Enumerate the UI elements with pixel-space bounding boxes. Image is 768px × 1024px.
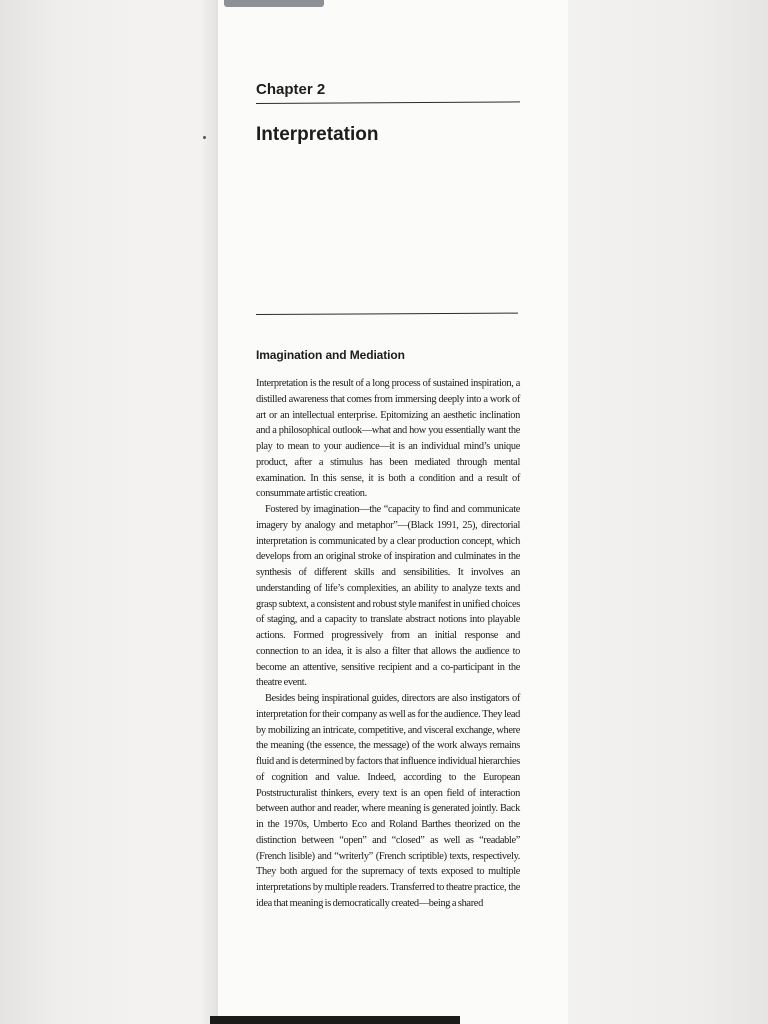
scanner-edge-top <box>224 0 324 7</box>
body-text <box>256 376 520 912</box>
chapter-rule-top <box>256 101 520 104</box>
paragraph-3: Besides being inspirational guides, directors are also instigators of interpretation for their company as well as for the audience. They lead by mobilizing an intricate, competitive, and visceral exchange, where the meaning (the essence, the message) of the work always remains fluid and is determined by factors that influence individual hierarchies of cognition and value. Indeed, according to the European Poststructuralist thinkers, every text is an open field of interaction between author and reader, where meaning is generated jointly. Back in the 1970s, Umberto Eco and Roland Barthes theorized on the distinction between “open” and “closed” as well as “readable” (French lisible) and “writerly” (French scriptible) texts, respectively. They both argued for the supremacy of texts exposed to multiple interpretations by multiple readers. Transferred to theatre practice, the idea that meaning is democratically created—being a shared <box>256 693 520 909</box>
chapter-label: Chapter 2 <box>256 81 326 98</box>
margin-mark <box>203 136 206 139</box>
chapter-title: Interpretation <box>256 124 379 145</box>
paragraph-2: Fostered by imagination—the “capacity to find and communicate imagery by analogy and metaphor”—(Black 1991, 25), directorial interpretation is communicated by a clear production concept, which develops from an original stroke of inspiration and culminates in the synthesis of different skills and sensibilities. It involves an understanding of life’s complexities, an ability to analyze texts and grasp subtext, a consistent and robust style manifest in unified choices of staging, and a capacity to translate abstract notions into playable actions. Formed progressively from an initial response and connection to an idea, it is also a filter that allows the audience to become an attentive, sensitive recipient and a co-participant in the theatre event. <box>256 504 520 689</box>
paragraph-1: Interpretation is the result of a long process of sustained inspiration, a distilled awareness that comes from immersing deeply into a work of art or an intellectual enterprise. Epitomizing an aesthetic inclination and a philosophical outlook—what and how you essentially want the play to mean to your audience—it is an individual mind’s unique product, after a stimulus has been mediated through mental examination. In this sense, it is both a condition and a result of consummate artistic creation. <box>256 378 520 500</box>
page-content <box>256 80 520 909</box>
scanner-edge-bottom <box>210 1016 460 1024</box>
section-heading: Imagination and Mediation <box>256 348 405 362</box>
